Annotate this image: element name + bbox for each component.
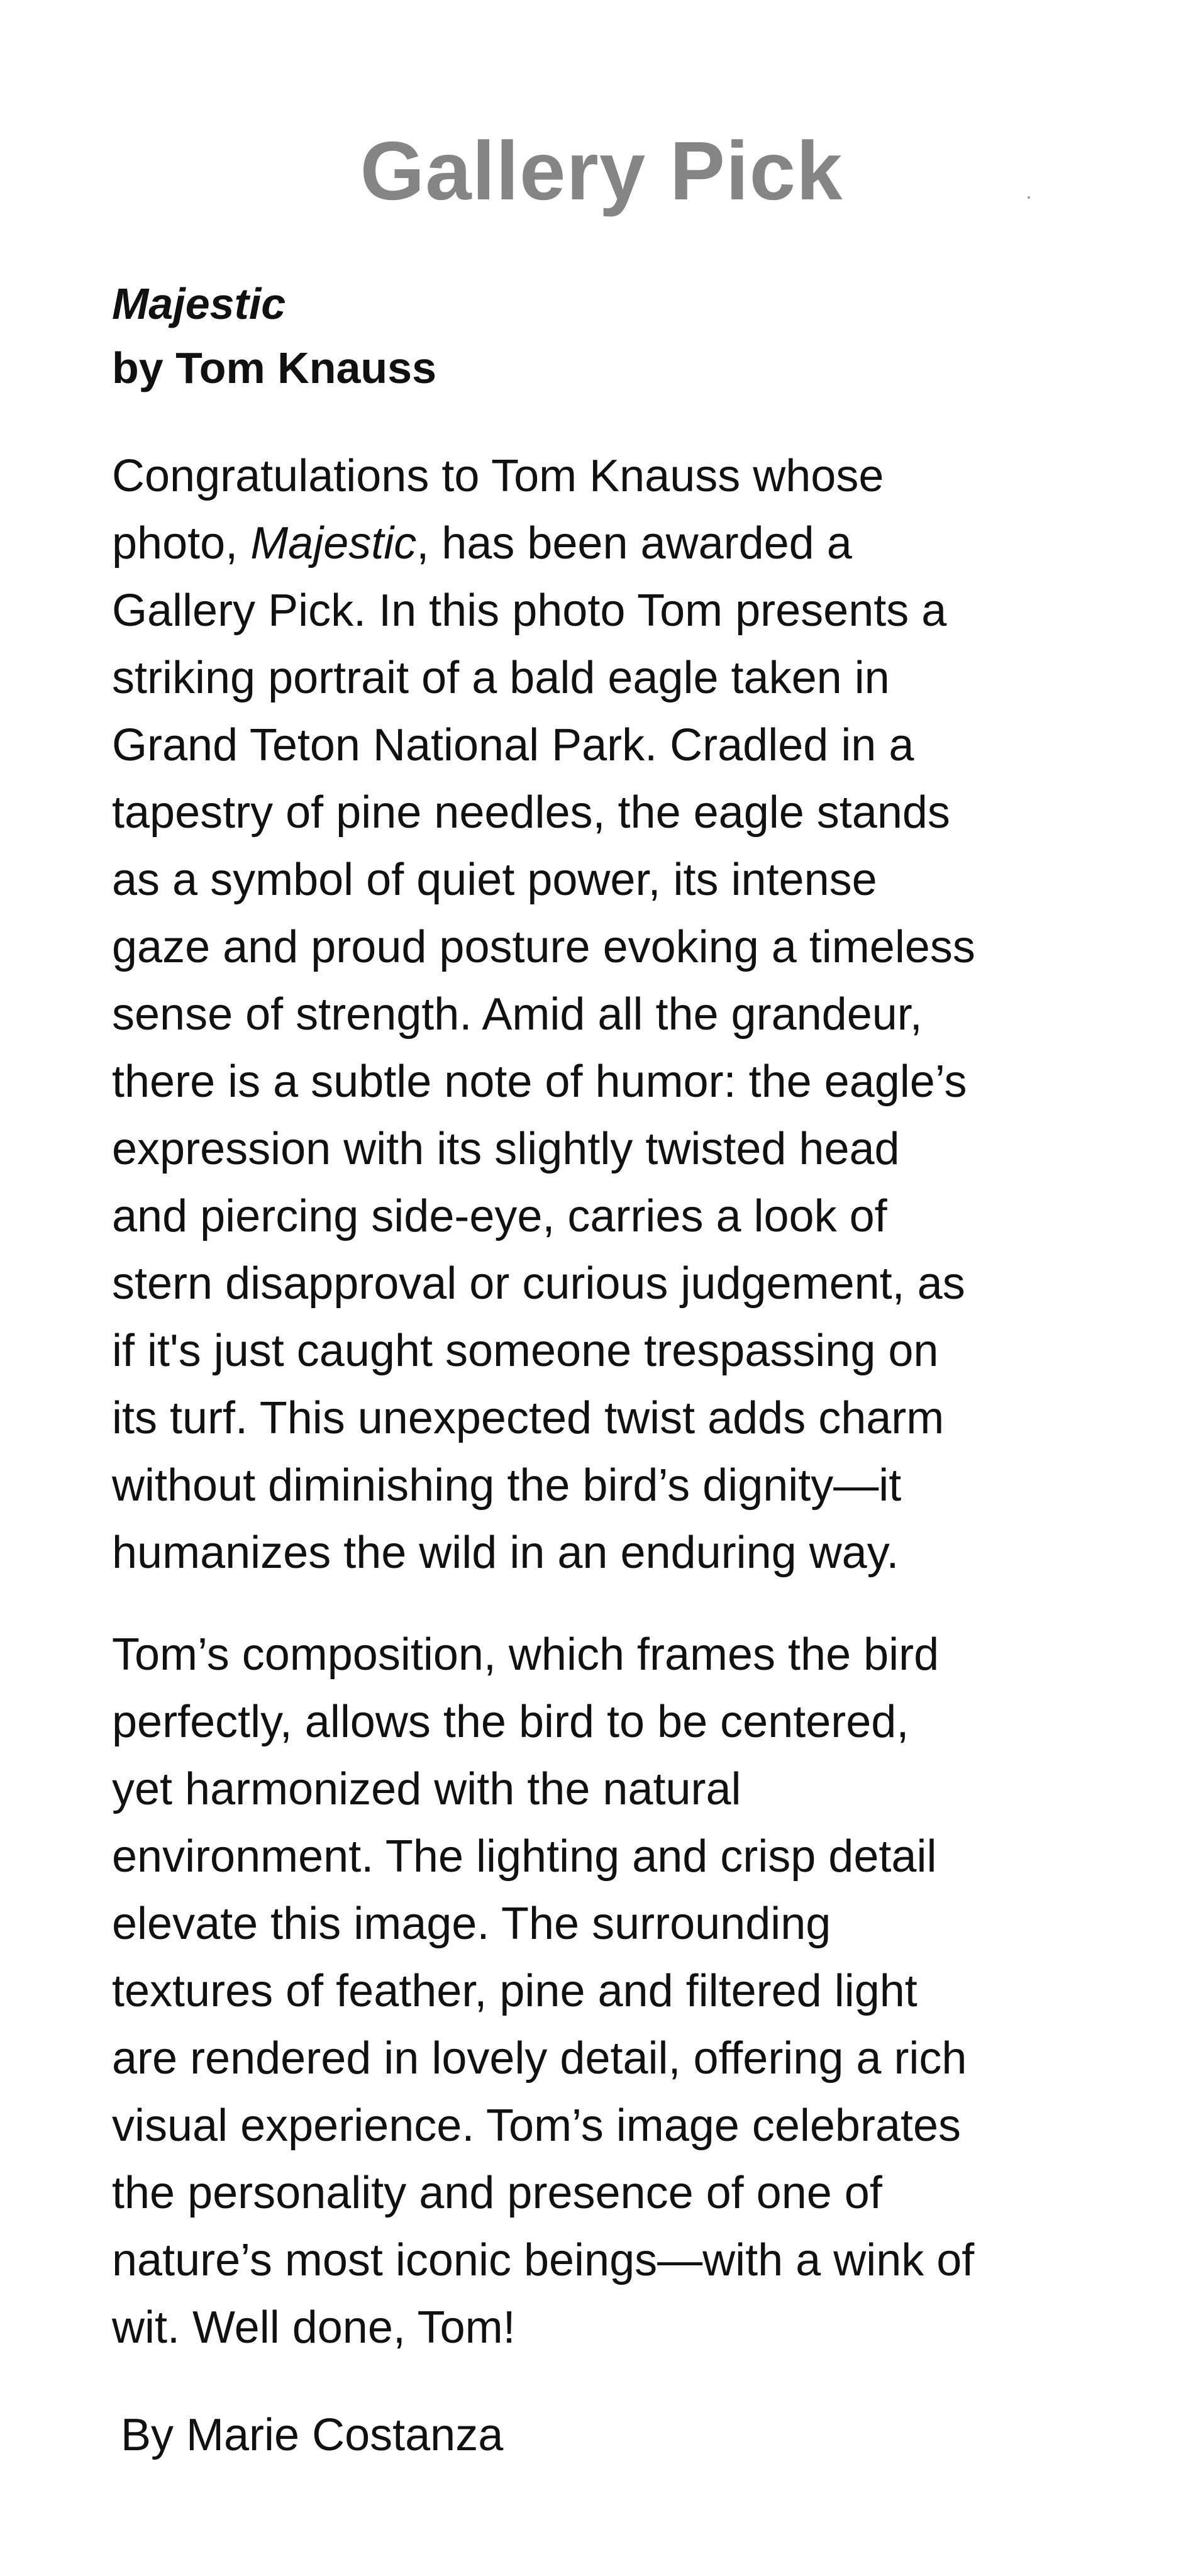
paragraph-line: wit. Well done, Tom! xyxy=(112,2302,516,2353)
paragraph-line: as a symbol of quiet power, its intense xyxy=(112,855,877,905)
artwork-byline: by Tom Knauss xyxy=(112,343,437,392)
paragraph-line: Grand Teton National Park. Cradled in a xyxy=(112,720,914,770)
artwork-title-inline: Majestic xyxy=(250,518,417,569)
article-paragraph-1 xyxy=(112,443,1118,1587)
paragraph-line: sense of strength. Amid all the grandeur, xyxy=(112,989,923,1040)
paragraph-line: nature’s most iconic beings—with a wink of xyxy=(112,2235,975,2285)
paragraph-line: Gallery Pick. In this photo Tom presents a xyxy=(112,586,947,636)
paragraph-line: striking portrait of a bald eagle taken in xyxy=(112,653,890,703)
paragraph-line: and piercing side-eye, carries a look of xyxy=(112,1191,887,1241)
paragraph-line: tapestry of pine needles, the eagle stands xyxy=(112,787,950,838)
article-paragraph-2 xyxy=(112,1621,1118,2362)
paragraph-line: Tom’s composition, which frames the bird xyxy=(112,1629,940,1680)
paragraph-line: yet harmonized with the natural xyxy=(112,1764,741,1814)
paragraph-line: are rendered in lovely detail, offering a rich xyxy=(112,2033,967,2084)
page-title: Gallery Pick xyxy=(360,125,843,217)
paragraph-line: humanizes the wild in an enduring way. xyxy=(112,1528,899,1578)
author-credit: By Marie Costanza xyxy=(121,2410,504,2460)
paragraph-line: environment. The lighting and crisp detail xyxy=(112,1831,937,1882)
scan-speck xyxy=(1028,196,1030,199)
paragraph-line: visual experience. Tom’s image celebrates xyxy=(112,2101,962,2151)
artwork-title: Majestic xyxy=(112,279,286,328)
paragraph-line: photo, Majestic, has been awarded a xyxy=(112,518,852,569)
paragraph-line: its turf. This unexpected twist adds charm xyxy=(112,1393,945,1443)
paragraph-line: gaze and proud posture evoking a timeless xyxy=(112,922,975,972)
paragraph-line: perfectly, allows the bird to be centered, xyxy=(112,1697,909,1747)
paragraph-line: stern disapproval or curious judgement, as xyxy=(112,1258,965,1309)
paragraph-line: elevate this image. The surrounding xyxy=(112,1899,831,1949)
paragraph-line: Congratulations to Tom Knauss whose xyxy=(112,451,884,501)
paragraph-line: the personality and presence of one of xyxy=(112,2168,882,2218)
paragraph-line: expression with its slightly twisted head xyxy=(112,1124,900,1174)
paragraph-line: if it's just caught someone trespassing on xyxy=(112,1326,939,1376)
paragraph-line: textures of feather, pine and filtered light xyxy=(112,1966,917,2016)
paragraph-line: without diminishing the bird’s dignity—it xyxy=(112,1460,902,1511)
paragraph-line: there is a subtle note of humor: the eagle’s xyxy=(112,1057,967,1107)
